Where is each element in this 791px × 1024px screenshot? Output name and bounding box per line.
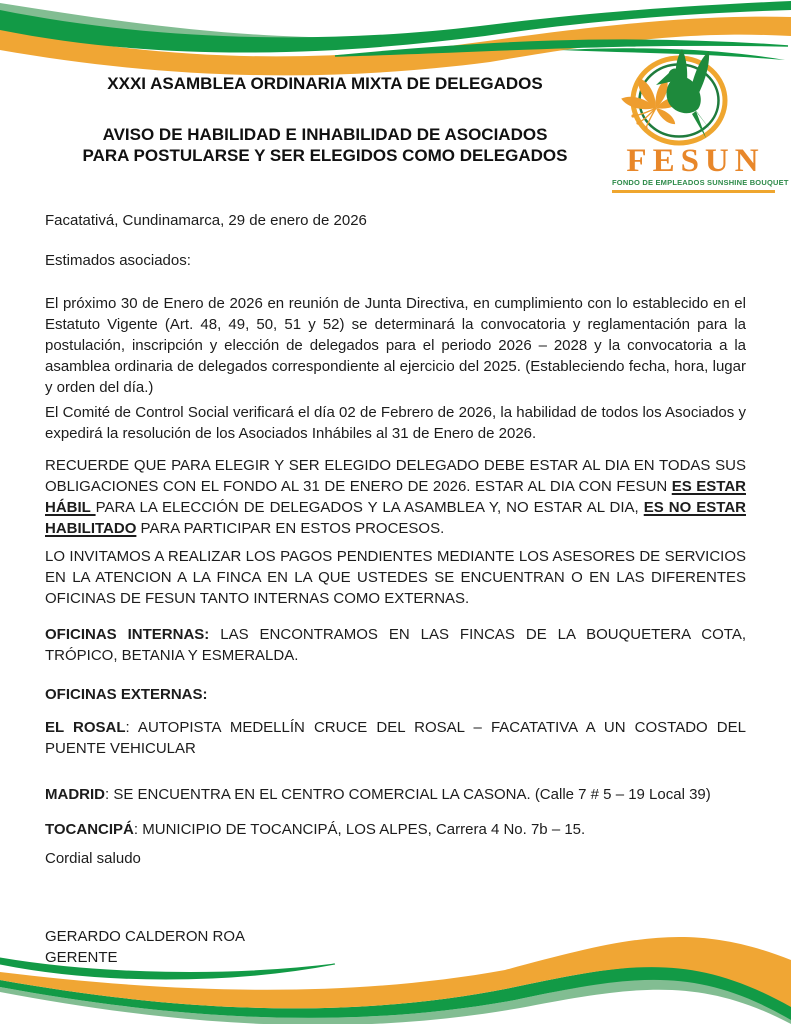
paragraph-announcement: El próximo 30 de Enero de 2026 en reunión de Junta Directiva, en cumplimiento con lo establecido en el Estatuto Vigente (Art. 48, 49, 50, 51 y 52) se determinará la convocatoria y reglamentación para la postulación, inscripción y elección de delegados para el periodo 2026 – 2028 y la convocatoria a la asamblea ordinaria de delegados correspondiente al ejercicio del 2025. (Estableciendo fecha, hora, lugar y orden del día.)	[45, 295, 746, 396]
office-rosal-label: EL ROSAL	[45, 719, 126, 736]
page-title: XXXI ASAMBLEA ORDINARIA MIXTA DE DELEGADOS	[107, 74, 543, 93]
closing: Cordial saludo	[45, 850, 141, 867]
fesun-logo	[612, 48, 789, 193]
reminder-text-1: RECUERDE QUE PARA ELEGIR Y SER ELEGIDO DELEGADO DEBE ESTAR AL DIA EN TODAS SUS OBLIGACIONES CON EL FONDO AL 31 DE ENERO DE 2026. ESTAR AL DIA CON FESUN	[45, 457, 746, 495]
offices-internal-label: OFICINAS INTERNAS:	[45, 626, 210, 643]
office-rosal-text: : AUTOPISTA MEDELLÍN CRUCE DEL ROSAL – FACATATIVA A UN COSTADO DEL PUENTE VEHICULAR	[45, 719, 746, 757]
page-subtitle-line1: AVISO DE HABILIDAD E INHABILIDAD DE ASOCIADOS	[102, 125, 548, 144]
title-block	[45, 74, 605, 166]
office-tocancipa-text: : MUNICIPIO DE TOCANCIPÁ, LOS ALPES, Carrera 4 No. 7b – 15.	[133, 821, 586, 838]
signature-title: GERENTE	[45, 949, 118, 966]
paragraph-verification: El Comité de Control Social verificará el día 02 de Febrero de 2026, la habilidad de todos los Asociados y expedirá la resolución de los Asociados Inhábiles al 31 de Enero de 2026.	[45, 404, 746, 442]
footer-wave-graphic	[0, 914, 791, 1024]
fesun-wordmark: FESUN	[626, 143, 765, 179]
salutation: Estimados asociados:	[45, 252, 191, 269]
paragraph-invitation: LO INVITAMOS A REALIZAR LOS PAGOS PENDIENTES MEDIANTE LOS ASESORES DE SERVICIOS EN LA ATENCION A LA FINCA EN LA QUE USTEDES SE ENCUENTRAN O EN LAS DIFERENTES OFICINAS DE FESUN TANTO INTERNAS COMO EXTERNAS.	[45, 548, 746, 607]
paragraph-reminder	[45, 455, 746, 539]
page-subtitle	[45, 124, 605, 166]
office-tocancipa-label: TOCANCIPÁ	[45, 821, 134, 838]
offices-internal	[45, 624, 746, 666]
letter-body	[45, 210, 746, 968]
signature-name: GERARDO CALDERON ROA	[45, 928, 246, 945]
office-madrid	[45, 784, 746, 805]
fesun-tagline: FONDO DE EMPLEADOS SUNSHINE BOUQUET	[612, 178, 789, 187]
footer-wave-wisp	[0, 958, 335, 979]
fesun-rule	[612, 190, 775, 193]
office-rosal	[45, 717, 746, 759]
offices-internal-text: LAS ENCONTRAMOS EN LAS FINCAS DE LA BOUQUETERA COTA, TRÓPICO, BETANIA Y ESMERALDA.	[45, 626, 746, 664]
offices-external-heading: OFICINAS EXTERNAS:	[45, 686, 208, 703]
page-subtitle-line2: PARA POSTULARSE Y SER ELEGIDOS COMO DELEGADOS	[82, 146, 568, 165]
reminder-text-3: PARA PARTICIPAR EN ESTOS PROCESOS.	[136, 520, 445, 537]
dateline: Facatativá, Cundinamarca, 29 de enero de 2026	[45, 212, 367, 229]
reminder-text-2: PARA LA ELECCIÓN DE DELEGADOS Y LA ASAMBLEA Y, NO ESTAR AL DIA,	[95, 499, 644, 516]
office-tocancipa	[45, 819, 746, 840]
fesun-emblem	[612, 48, 775, 148]
reminder-emphasis-1: ES ESTAR HÁBIL	[45, 478, 746, 516]
office-madrid-label: MADRID	[45, 786, 105, 803]
reminder-emphasis-2: ES NO ESTAR HABILITADO	[45, 499, 746, 537]
office-madrid-text: : SE ENCUENTRA EN EL CENTRO COMERCIAL LA CASONA. (Calle 7 # 5 – 19 Local 39)	[105, 786, 711, 803]
